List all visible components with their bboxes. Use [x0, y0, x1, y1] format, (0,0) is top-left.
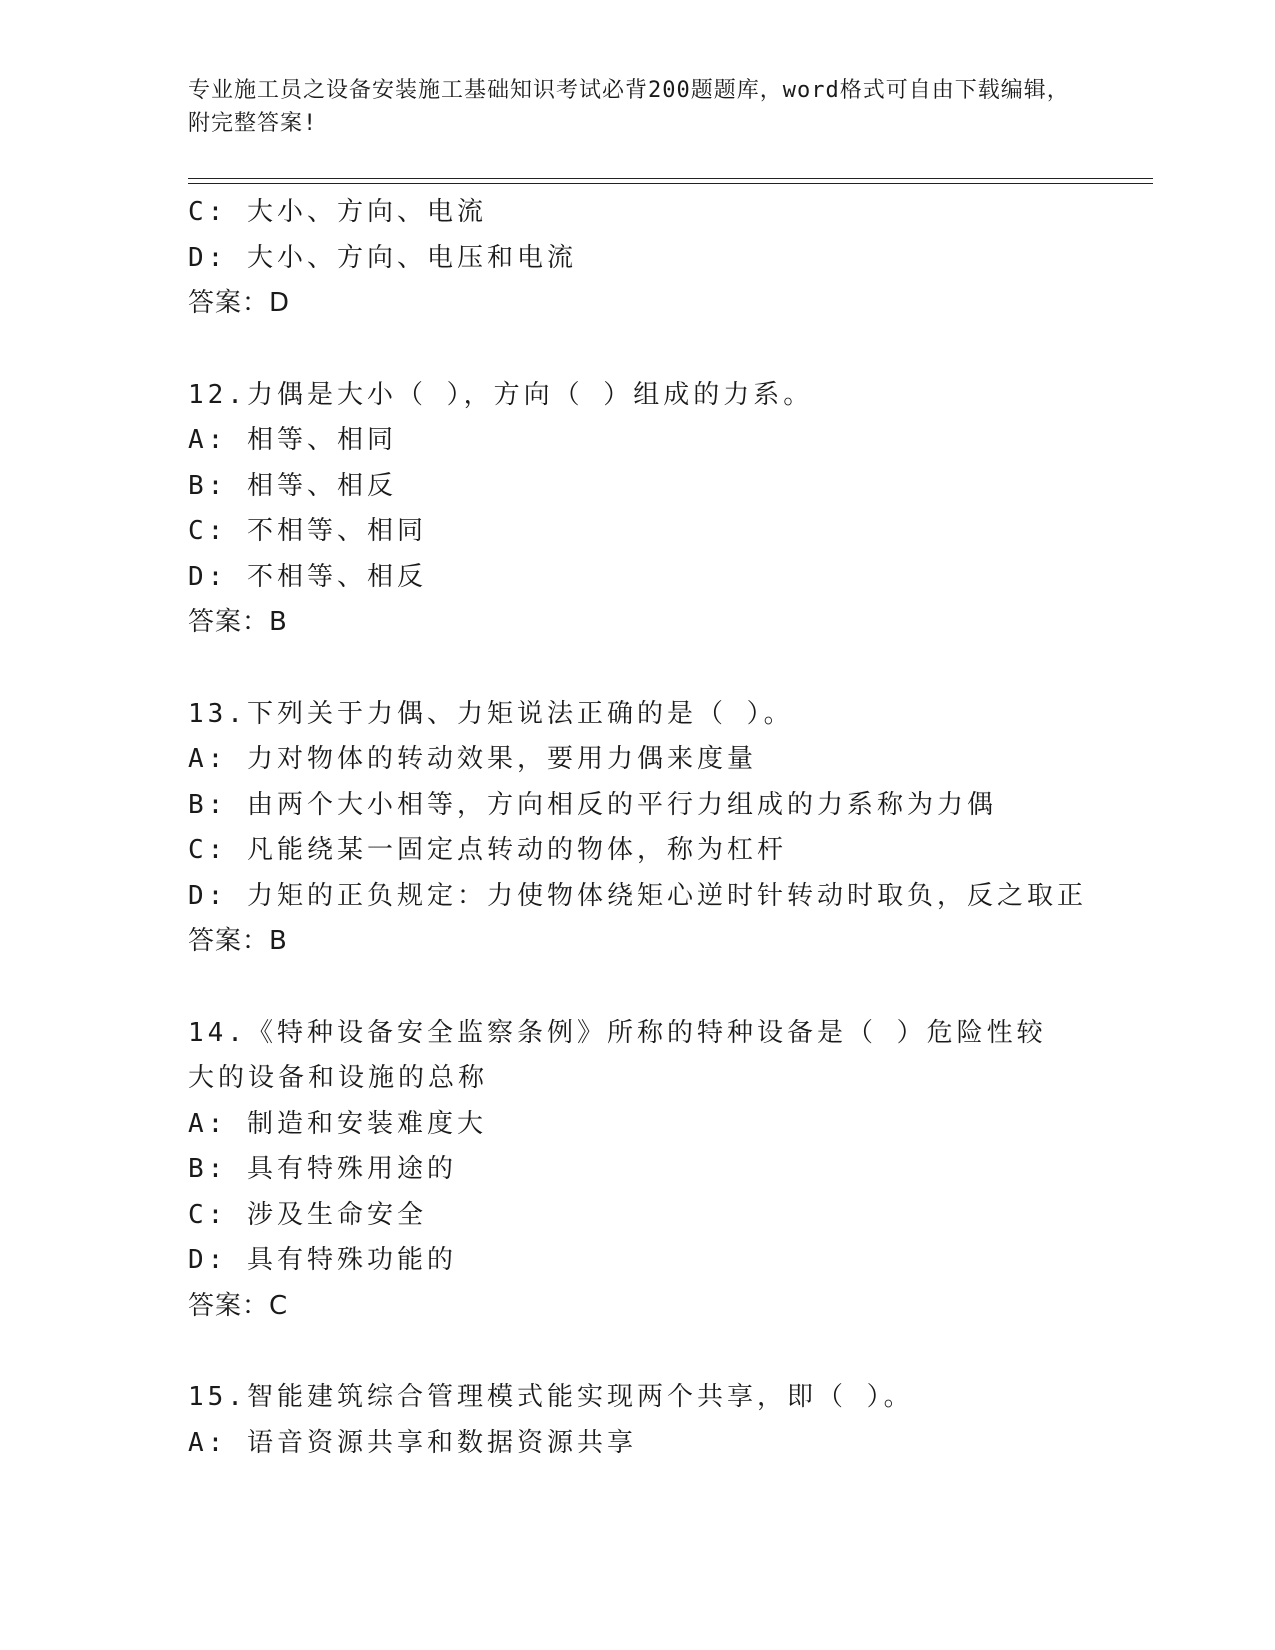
option-line: A: 制造和安装难度大	[188, 1108, 487, 1139]
document-body	[188, 190, 1087, 1466]
option-line: B: 相等、相反	[188, 470, 397, 501]
option-line: A: 相等、相同	[188, 425, 397, 455]
option-line: C: 涉及生命安全	[188, 1199, 427, 1230]
block-gap	[188, 646, 1068, 692]
document-header: 专业施工员之设备安装施工基础知识考试必背200题题库，word格式可自由下载编辑，附完整答案!	[188, 78, 1070, 136]
header-rule-bottom	[188, 183, 1153, 184]
option-line: A: 力对物体的转动效果，要用力偶来度量	[188, 744, 757, 774]
option-line: D: 力矩的正负规定：力使物体绕矩心逆时针转动时取负，反之取正	[188, 880, 1087, 911]
block-gap	[188, 1329, 1068, 1375]
option-line: B: 由两个大小相等，方向相反的平行力组成的力系称为力偶	[188, 789, 997, 820]
question-block-11-tail	[188, 190, 1068, 327]
option-line: D: 不相等、相反	[188, 561, 427, 592]
block-gap	[188, 327, 1068, 373]
header-rule-top	[188, 178, 1153, 179]
answer-line: 答案：B	[188, 607, 288, 637]
question-block-12	[188, 373, 1068, 646]
block-gap	[188, 965, 1068, 1011]
option-line: D: 大小、方向、电压和电流	[188, 242, 577, 273]
option-line: D: 具有特殊功能的	[188, 1245, 457, 1275]
option-line: A: 语音资源共享和数据资源共享	[188, 1427, 637, 1458]
question-line: 15.智能建筑综合管理模式能实现两个共享，即（ ）。	[188, 1382, 914, 1412]
question-block-14	[188, 1011, 1068, 1330]
answer-line: 答案：C	[188, 1290, 289, 1321]
option-line: C: 大小、方向、电流	[188, 197, 487, 227]
question-line: 14.《特种设备安全监察条例》所称的特种设备是（ ）危险性较大的设备和设施的总称	[188, 1017, 1047, 1093]
answer-line: 答案：D	[188, 288, 291, 318]
question-block-13	[188, 692, 1087, 965]
option-line: C: 凡能绕某一固定点转动的物体，称为杠杆	[188, 835, 787, 865]
question-line: 12.力偶是大小（ ），方向（ ）组成的力系。	[188, 379, 814, 410]
option-line: B: 具有特殊用途的	[188, 1154, 457, 1184]
question-block-15	[188, 1375, 1068, 1466]
question-line: 13.下列关于力偶、力矩说法正确的是（ ）。	[188, 698, 794, 729]
option-line: C: 不相等、相同	[188, 516, 427, 546]
answer-line: 答案：B	[188, 926, 288, 956]
